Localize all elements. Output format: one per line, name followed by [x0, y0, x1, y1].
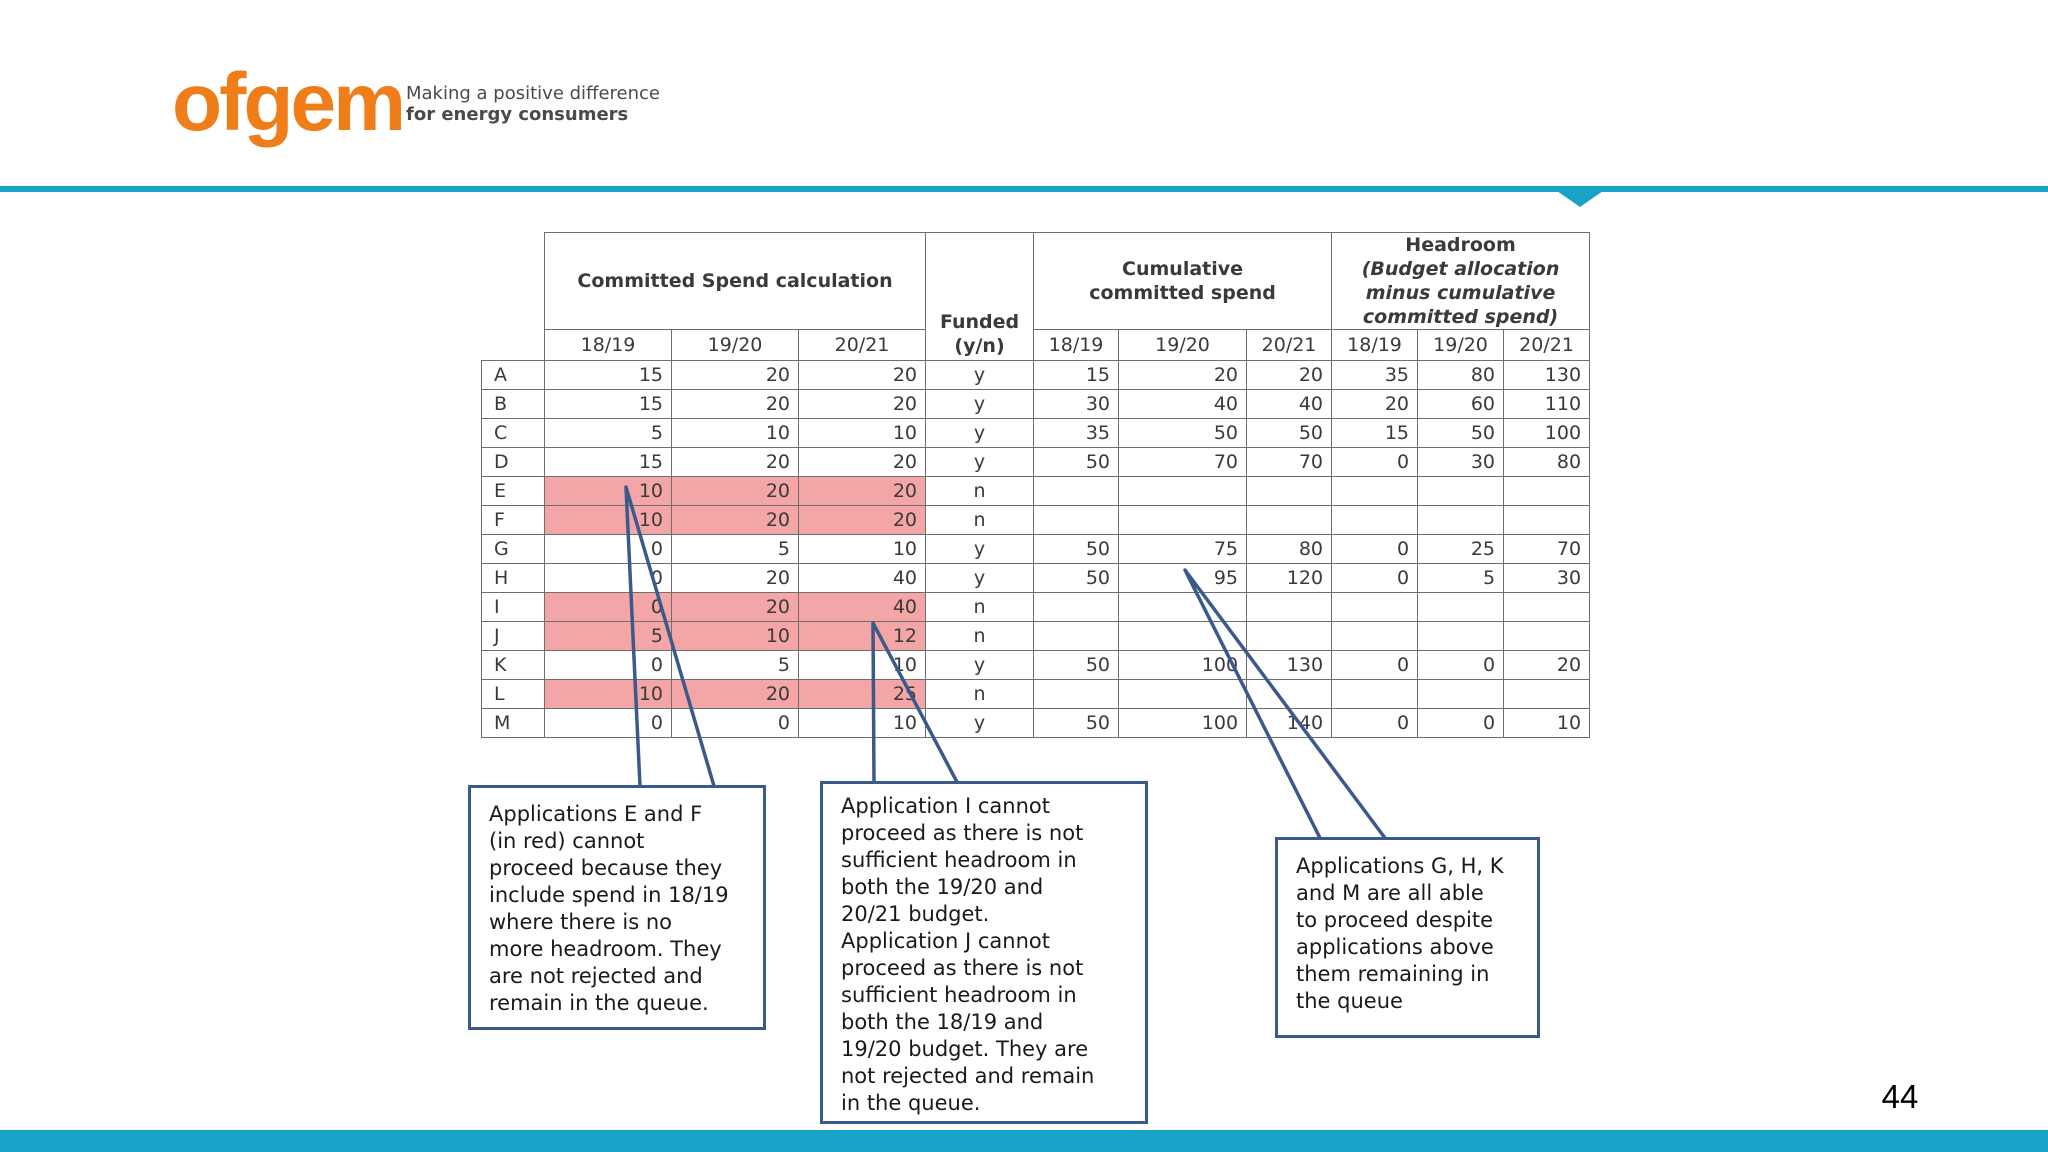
headroom-header-title: Headroom — [1405, 234, 1516, 256]
committed-2021-cell: 10 — [799, 651, 926, 680]
row-label-cell: J — [482, 622, 545, 651]
tagline-line-2: for energy consumers — [406, 104, 629, 125]
committed-year-header: 20/21 — [799, 330, 926, 361]
headroom-1819-cell: 0 — [1332, 535, 1418, 564]
row-label-cell: H — [482, 564, 545, 593]
funded-flag-cell: y — [926, 709, 1034, 738]
cumulative-2021-cell: 70 — [1247, 448, 1332, 477]
committed-1920-cell: 10 — [672, 622, 799, 651]
headroom-1819-cell: 15 — [1332, 419, 1418, 448]
committed-2021-cell: 20 — [799, 448, 926, 477]
committed-spend-header: Committed Spend calculation — [545, 233, 926, 330]
committed-2021-cell: 20 — [799, 506, 926, 535]
cumulative-2021-cell: 130 — [1247, 651, 1332, 680]
committed-2021-cell: 10 — [799, 535, 926, 564]
headroom-1819-cell: 0 — [1332, 651, 1418, 680]
cumulative-year-header: 20/21 — [1247, 330, 1332, 361]
headroom-1920-cell: 5 — [1418, 564, 1504, 593]
cumulative-header-text: Cumulative committed spend — [1089, 258, 1276, 304]
headroom-year-header: 20/21 — [1504, 330, 1590, 361]
callout-applications-e-f: Applications E and F (in red) cannot proceed because they include spend in 18/19 where there is no more headroom. They are not rejected and remain in the queue. — [468, 785, 766, 1030]
cumulative-1819-cell: 30 — [1034, 390, 1119, 419]
funded-flag-cell: y — [926, 535, 1034, 564]
headroom-1819-cell: 35 — [1332, 361, 1418, 390]
headroom-1819-cell: 0 — [1332, 448, 1418, 477]
committed-1920-cell: 20 — [672, 680, 799, 709]
pointer-ghkm — [1185, 570, 1385, 838]
headroom-2021-cell: 100 — [1504, 419, 1590, 448]
headroom-1920-cell: 0 — [1418, 709, 1504, 738]
cumulative-1920-cell: 95 — [1119, 564, 1247, 593]
cumulative-1819-cell: 50 — [1034, 535, 1119, 564]
headroom-1819-cell: 0 — [1332, 709, 1418, 738]
committed-1920-cell: 20 — [672, 506, 799, 535]
funded-flag-cell: y — [926, 651, 1034, 680]
cumulative-year-header: 19/20 — [1119, 330, 1247, 361]
callout-applications-g-h-k-m: Applications G, H, K and M are all able to proceed despite applications above them remaining in the queue — [1275, 837, 1540, 1038]
pointer-ef — [626, 487, 714, 786]
funded-flag-cell: y — [926, 564, 1034, 593]
ofgem-logo: ofgem — [172, 57, 403, 148]
cumulative-1920-cell: 100 — [1119, 651, 1247, 680]
committed-1920-cell: 20 — [672, 593, 799, 622]
headroom-2021-cell: 130 — [1504, 361, 1590, 390]
headroom-2021-cell: 20 — [1504, 651, 1590, 680]
headroom-1920-cell: 25 — [1418, 535, 1504, 564]
cumulative-year-header: 18/19 — [1034, 330, 1119, 361]
funded-flag-cell: y — [926, 419, 1034, 448]
headroom-2021-cell: 80 — [1504, 448, 1590, 477]
headroom-year-header: 18/19 — [1332, 330, 1418, 361]
committed-year-header: 19/20 — [672, 330, 799, 361]
committed-1819-cell: 0 — [545, 709, 672, 738]
cumulative-1819-cell: 50 — [1034, 448, 1119, 477]
cumulative-1920-cell: 75 — [1119, 535, 1247, 564]
funded-flag-cell: n — [926, 680, 1034, 709]
committed-1819-cell: 10 — [545, 506, 672, 535]
committed-2021-cell: 40 — [799, 564, 926, 593]
committed-1819-cell: 15 — [545, 361, 672, 390]
tagline-line-1: Making a positive difference — [406, 83, 660, 104]
footer-band — [0, 1130, 2048, 1152]
funded-flag-cell: n — [926, 593, 1034, 622]
committed-year-header: 18/19 — [545, 330, 672, 361]
committed-2021-cell: 25 — [799, 680, 926, 709]
pointer-ij — [873, 623, 957, 782]
funded-flag-cell: n — [926, 506, 1034, 535]
cumulative-1920-cell: 50 — [1119, 419, 1247, 448]
committed-1920-cell: 20 — [672, 361, 799, 390]
cumulative-1920-cell: 70 — [1119, 448, 1247, 477]
cumulative-1819-cell: 15 — [1034, 361, 1119, 390]
headroom-2021-cell: 30 — [1504, 564, 1590, 593]
cumulative-1819-cell: 35 — [1034, 419, 1119, 448]
committed-1920-cell: 20 — [672, 477, 799, 506]
committed-1819-cell: 5 — [545, 419, 672, 448]
committed-1819-cell: 15 — [545, 390, 672, 419]
committed-1920-cell: 5 — [672, 535, 799, 564]
committed-2021-cell: 10 — [799, 419, 926, 448]
committed-2021-cell: 40 — [799, 593, 926, 622]
committed-2021-cell: 20 — [799, 361, 926, 390]
headroom-header-subtitle: (Budget allocation minus cumulative committed spend) — [1361, 258, 1560, 328]
funded-flag-cell: y — [926, 361, 1034, 390]
funded-flag-cell: y — [926, 390, 1034, 419]
row-label-cell: E — [482, 477, 545, 506]
headroom-2021-cell: 110 — [1504, 390, 1590, 419]
funded-flag-cell: n — [926, 477, 1034, 506]
committed-1819-cell: 0 — [545, 651, 672, 680]
committed-1819-cell: 0 — [545, 535, 672, 564]
committed-1920-cell: 0 — [672, 709, 799, 738]
row-label-cell: C — [482, 419, 545, 448]
cumulative-1920-cell: 100 — [1119, 709, 1247, 738]
cumulative-2021-cell: 50 — [1247, 419, 1332, 448]
cumulative-2021-cell: 140 — [1247, 709, 1332, 738]
cumulative-1920-cell: 40 — [1119, 390, 1247, 419]
headroom-2021-cell: 10 — [1504, 709, 1590, 738]
row-label-cell: K — [482, 651, 545, 680]
cumulative-1819-cell: 50 — [1034, 564, 1119, 593]
row-label-cell: L — [482, 680, 545, 709]
row-label-cell: I — [482, 593, 545, 622]
page-number: 44 — [1881, 1078, 1919, 1115]
committed-1920-cell: 5 — [672, 651, 799, 680]
committed-2021-cell: 20 — [799, 390, 926, 419]
committed-1819-cell: 0 — [545, 564, 672, 593]
headroom-1920-cell: 60 — [1418, 390, 1504, 419]
committed-1819-cell: 5 — [545, 622, 672, 651]
row-label-cell: B — [482, 390, 545, 419]
cumulative-2021-cell: 80 — [1247, 535, 1332, 564]
committed-1819-cell: 15 — [545, 448, 672, 477]
headroom-1920-cell: 30 — [1418, 448, 1504, 477]
committed-1920-cell: 10 — [672, 419, 799, 448]
committed-1819-cell: 10 — [545, 477, 672, 506]
headroom-year-header: 19/20 — [1418, 330, 1504, 361]
row-label-cell: D — [482, 448, 545, 477]
cumulative-2021-cell: 40 — [1247, 390, 1332, 419]
cumulative-2021-cell: 120 — [1247, 564, 1332, 593]
row-label-cell: M — [482, 709, 545, 738]
headroom-1920-cell: 80 — [1418, 361, 1504, 390]
funded-header-text: Funded (y/n) — [939, 311, 1020, 357]
committed-1920-cell: 20 — [672, 390, 799, 419]
row-label-cell: A — [482, 361, 545, 390]
headroom-1920-cell: 50 — [1418, 419, 1504, 448]
funded-flag-cell: y — [926, 448, 1034, 477]
headroom-1920-cell: 0 — [1418, 651, 1504, 680]
cumulative-1920-cell: 20 — [1119, 361, 1247, 390]
committed-2021-cell: 12 — [799, 622, 926, 651]
callout-applications-i-j: Application I cannot proceed as there is not sufficient headroom in both the 19/20 and 20/21 budget. Application J cannot proceed as there is not sufficient headroom in both the 18/19 and 19/20 budget. They are not rejected and remain in the queue. — [820, 781, 1148, 1124]
cumulative-2021-cell: 20 — [1247, 361, 1332, 390]
headroom-1819-cell: 0 — [1332, 564, 1418, 593]
row-label-cell: F — [482, 506, 545, 535]
cumulative-1819-cell: 50 — [1034, 651, 1119, 680]
committed-1920-cell: 20 — [672, 564, 799, 593]
funded-flag-cell: n — [926, 622, 1034, 651]
headroom-1819-cell: 20 — [1332, 390, 1418, 419]
committed-2021-cell: 20 — [799, 477, 926, 506]
committed-2021-cell: 10 — [799, 709, 926, 738]
row-label-cell: G — [482, 535, 545, 564]
committed-1819-cell: 0 — [545, 593, 672, 622]
committed-1920-cell: 20 — [672, 448, 799, 477]
headroom-2021-cell: 70 — [1504, 535, 1590, 564]
cumulative-1819-cell: 50 — [1034, 709, 1119, 738]
committed-1819-cell: 10 — [545, 680, 672, 709]
